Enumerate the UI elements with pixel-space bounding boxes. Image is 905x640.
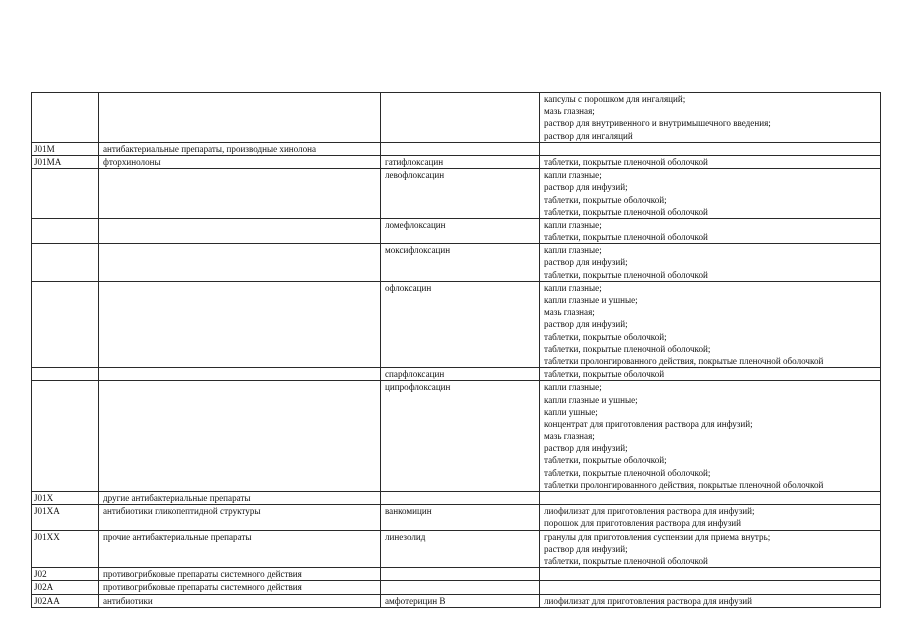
group-name-cell	[99, 492, 381, 505]
drug-name-cell	[381, 581, 540, 594]
dosage-form-line: раствор для инфузий;	[544, 182, 628, 193]
dosage-form-line: таблетки, покрытые оболочкой;	[544, 331, 667, 342]
dosage-form-line: раствор для внутривенного и внутримышечного введения;	[544, 118, 771, 129]
atc-code-cell-text: J02A	[34, 582, 54, 593]
drug-name-cell-text: спарфлоксацин	[385, 369, 445, 380]
table-row	[32, 505, 881, 530]
drug-name-cell	[381, 594, 540, 607]
group-name-cell	[99, 244, 381, 282]
dosage-form-line: капли ушные;	[544, 406, 598, 417]
table-row	[32, 594, 881, 607]
atc-code-cell	[32, 568, 99, 581]
dosage-form-line: таблетки, покрытые оболочкой	[544, 369, 665, 380]
group-name-cell	[99, 142, 381, 155]
drug-name-cell-text	[385, 492, 539, 504]
group-name-cell-text	[103, 244, 380, 256]
dosage-forms-cell	[540, 368, 881, 381]
group-name-cell	[99, 93, 381, 143]
dosage-form-line: раствор для инфузий;	[544, 319, 628, 330]
atc-code-cell	[32, 505, 99, 530]
atc-code-cell	[32, 281, 99, 367]
dosage-form-line	[544, 492, 880, 504]
atc-code-cell-text	[34, 219, 98, 231]
drug-name-cell	[381, 155, 540, 168]
dosage-form-line: раствор для инфузий;	[544, 443, 628, 454]
dosage-form-line: капли глазные;	[544, 282, 602, 293]
atc-code-cell-text	[34, 381, 98, 393]
drug-name-cell-text	[385, 93, 539, 105]
dosage-forms-cell	[540, 568, 881, 581]
group-name-cell	[99, 368, 381, 381]
atc-code-cell-text	[34, 169, 98, 181]
atc-code-cell-text: J01MA	[34, 156, 62, 167]
dosage-forms-cell	[540, 381, 881, 492]
group-name-cell	[99, 155, 381, 168]
dosage-form-line: раствор для инфузий;	[544, 543, 628, 554]
group-name-cell	[99, 381, 381, 492]
dosage-form-line: таблетки, покрытые пленочной оболочкой	[544, 156, 708, 167]
drug-name-cell	[381, 281, 540, 367]
dosage-form-line: таблетки, покрытые оболочкой;	[544, 455, 667, 466]
dosage-form-line: таблетки, покрытые пленочной оболочкой	[544, 206, 708, 217]
dosage-form-line: раствор для ингаляций	[544, 130, 633, 141]
atc-code-cell	[32, 530, 99, 568]
group-name-cell-text	[103, 93, 380, 105]
drug-name-cell-text	[385, 568, 539, 580]
group-name-cell	[99, 505, 381, 530]
dosage-form-line: капли глазные;	[544, 382, 602, 393]
group-name-cell-text	[103, 219, 380, 231]
group-name-cell-text: противогрибковые препараты системного действия	[103, 569, 302, 580]
dosage-form-line: капли глазные;	[544, 170, 602, 181]
dosage-forms-cell	[540, 169, 881, 219]
atc-code-cell-text	[34, 93, 98, 105]
dosage-form-line	[544, 568, 880, 580]
atc-code-cell-text	[34, 368, 98, 380]
dosage-form-line: таблетки, покрытые пленочной оболочкой	[544, 269, 708, 280]
dosage-form-line: таблетки, покрытые пленочной оболочкой;	[544, 343, 711, 354]
group-name-cell-text: антибиотики	[103, 595, 153, 606]
dosage-form-line: мазь глазная;	[544, 106, 595, 117]
group-name-cell	[99, 581, 381, 594]
dosage-forms-cell	[540, 155, 881, 168]
dosage-form-line: лиофилизат для приготовления раствора для инфузий	[544, 595, 753, 606]
dosage-form-line: капли глазные;	[544, 219, 602, 230]
atc-code-cell	[32, 155, 99, 168]
atc-code-cell	[32, 93, 99, 143]
atc-code-cell-text: J02	[34, 569, 47, 580]
drug-name-cell	[381, 169, 540, 219]
dosage-form-line: лиофилизат для приготовления раствора для инфузий;	[544, 506, 755, 517]
dosage-form-line	[544, 581, 880, 593]
atc-code-cell-text: J01M	[34, 143, 55, 154]
drug-name-cell-text: левофлоксацин	[385, 170, 445, 181]
atc-code-cell-text: J01XA	[34, 506, 60, 517]
dosage-forms-cell	[540, 244, 881, 282]
group-name-cell-text	[103, 169, 380, 181]
atc-code-cell	[32, 492, 99, 505]
drug-name-cell	[381, 244, 540, 282]
dosage-form-line: гранулы для приготовления суспензии для приема внутрь;	[544, 531, 771, 542]
atc-code-cell-text	[34, 244, 98, 256]
dosage-form-line: мазь глазная;	[544, 307, 595, 318]
atc-code-cell	[32, 142, 99, 155]
atc-code-cell-text: J01X	[34, 493, 54, 503]
dosage-form-line: капли глазные и ушные;	[544, 394, 638, 405]
dosage-form-line: таблетки, покрытые оболочкой;	[544, 194, 667, 205]
group-name-cell	[99, 530, 381, 568]
dosage-forms-cell	[540, 581, 881, 594]
dosage-form-line: капсулы с порошком для ингаляций;	[544, 94, 686, 104]
table-row	[32, 218, 881, 243]
dosage-forms-cell	[540, 594, 881, 607]
dosage-forms-cell	[540, 492, 881, 505]
dosage-form-line: таблетки, покрытые пленочной оболочкой	[544, 555, 708, 566]
atc-code-cell	[32, 169, 99, 219]
drug-name-cell-text: моксифлоксацин	[385, 245, 451, 256]
atc-code-cell	[32, 244, 99, 282]
dosage-forms-cell	[540, 530, 881, 568]
drug-name-cell	[381, 381, 540, 492]
group-name-cell	[99, 281, 381, 367]
table-row	[32, 492, 881, 505]
atc-code-cell-text: J01XX	[34, 531, 60, 542]
atc-code-cell-text: J02AA	[34, 595, 60, 606]
group-name-cell-text: прочие антибактериальные препараты	[103, 531, 252, 542]
atc-code-cell	[32, 218, 99, 243]
dosage-form-line: таблетки пролонгированного действия, покрытые пленочной оболочкой	[544, 479, 824, 490]
drug-table	[31, 92, 881, 608]
table-row	[32, 244, 881, 282]
drug-name-cell	[381, 218, 540, 243]
group-name-cell-text	[103, 368, 380, 380]
dosage-form-line: раствор для инфузий;	[544, 257, 628, 268]
drug-name-cell-text	[385, 581, 539, 593]
table-row	[32, 368, 881, 381]
group-name-cell	[99, 169, 381, 219]
dosage-form-line: таблетки пролонгированного действия, покрытые пленочной оболочкой	[544, 355, 824, 366]
drug-name-cell	[381, 505, 540, 530]
dosage-forms-cell	[540, 281, 881, 367]
table-row	[32, 281, 881, 367]
atc-code-cell	[32, 581, 99, 594]
table-row	[32, 530, 881, 568]
dosage-forms-cell	[540, 505, 881, 530]
dosage-forms-cell	[540, 93, 881, 143]
dosage-form-line: таблетки, покрытые пленочной оболочкой;	[544, 467, 711, 478]
table-row	[32, 169, 881, 219]
drug-name-cell-text	[385, 143, 539, 155]
dosage-form-line: капли глазные и ушные;	[544, 295, 638, 305]
drug-name-cell	[381, 368, 540, 381]
group-name-cell-text: противогрибковые препараты системного действия	[103, 582, 302, 593]
atc-code-cell	[32, 381, 99, 492]
dosage-form-line: концентрат для приготовления раствора для инфузий;	[544, 418, 753, 429]
drug-name-cell-text: линезолид	[385, 531, 426, 542]
atc-code-cell-text	[34, 282, 98, 294]
table-row	[32, 581, 881, 594]
dosage-form-line: таблетки, покрытые пленочной оболочкой	[544, 232, 708, 243]
drug-name-cell-text: офлоксацин	[385, 282, 432, 293]
group-name-cell-text	[103, 282, 380, 294]
drug-name-cell	[381, 568, 540, 581]
drug-name-cell	[381, 530, 540, 568]
group-name-cell	[99, 568, 381, 581]
table-row	[32, 93, 881, 143]
group-name-cell-text	[103, 381, 380, 393]
drug-name-cell	[381, 492, 540, 505]
dosage-forms-cell	[540, 142, 881, 155]
group-name-cell-text: антибактериальные препараты, производные хинолона	[103, 143, 317, 154]
dosage-form-line: порошок для приготовления раствора для инфузий	[544, 518, 742, 529]
drug-name-cell-text: ломефлоксацин	[385, 219, 446, 230]
drug-name-cell-text: гатифлоксацин	[385, 156, 444, 167]
group-name-cell-text: фторхинолоны	[103, 156, 161, 167]
group-name-cell	[99, 218, 381, 243]
group-name-cell	[99, 594, 381, 607]
table-row	[32, 381, 881, 492]
table-row	[32, 568, 881, 581]
dosage-form-line: капли глазные;	[544, 245, 602, 256]
group-name-cell-text: антибиотики гликопептидной структуры	[103, 506, 261, 517]
group-name-cell-text: другие антибактериальные препараты	[103, 493, 251, 503]
drug-name-cell	[381, 142, 540, 155]
drug-name-cell-text: амфотерицин В	[385, 595, 446, 606]
drug-table-body	[32, 93, 881, 608]
atc-code-cell	[32, 594, 99, 607]
dosage-forms-cell	[540, 218, 881, 243]
table-row	[32, 155, 881, 168]
drug-name-cell	[381, 93, 540, 143]
drug-name-cell-text: ванкомицин	[385, 506, 432, 517]
atc-code-cell	[32, 368, 99, 381]
table-row	[32, 142, 881, 155]
drug-name-cell-text: ципрофлоксацин	[385, 382, 451, 393]
dosage-form-line	[544, 143, 880, 155]
dosage-form-line: мазь глазная;	[544, 431, 595, 442]
